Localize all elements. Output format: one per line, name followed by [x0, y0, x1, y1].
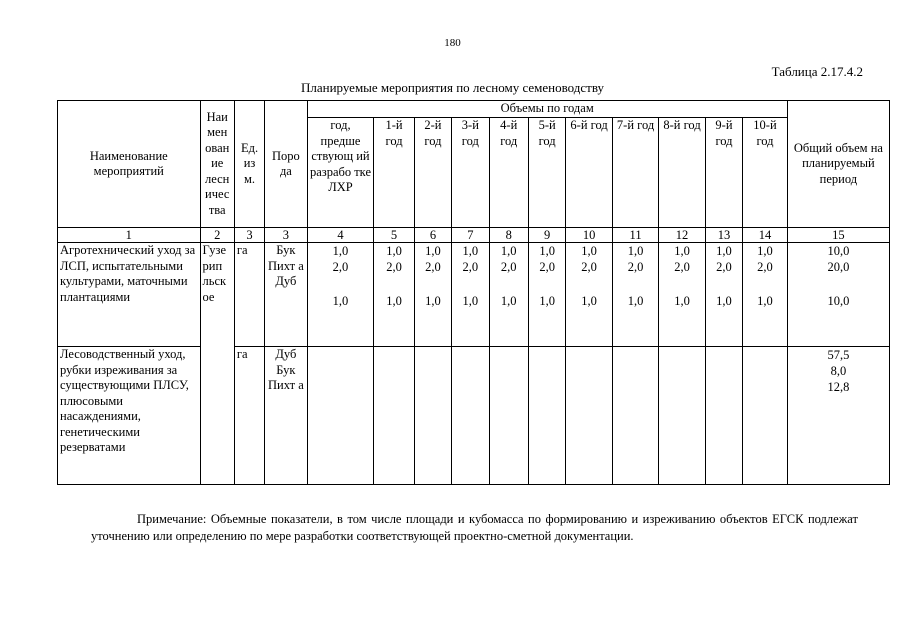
row-total: 57,5 8,0 12,8: [787, 347, 889, 485]
header-total: Общий объем на планируемый период: [787, 101, 889, 228]
column-number: 3: [234, 228, 264, 243]
row-unit: га: [234, 347, 264, 485]
column-number: 15: [787, 228, 889, 243]
row-year-8: 1,0 2,0 1,0: [659, 243, 705, 347]
table-number: Таблица 2.17.4.2: [771, 64, 863, 79]
row-unit: га: [234, 243, 264, 347]
column-number: 12: [659, 228, 705, 243]
column-number: 10: [566, 228, 612, 243]
header-year-2: 2-й год: [414, 118, 451, 228]
header-row-group: [58, 101, 890, 118]
column-number: 9: [528, 228, 565, 243]
row-activity-name: Лесоводственный уход, рубки изреживания за существующими ПЛСУ, плюсовыми насаждениями, генетическими резерватами: [58, 347, 201, 485]
table-row: [58, 347, 890, 485]
header-species: Поро да: [265, 101, 307, 228]
column-number: 5: [374, 228, 414, 243]
row-year-10: 1,0 2,0 1,0: [743, 243, 788, 347]
column-number: 3: [265, 228, 307, 243]
row-year-prev: 1,0 2,0 1,0: [307, 243, 374, 347]
row-year-3: 1,0 2,0 1,0: [452, 243, 489, 347]
row-year-4: [489, 347, 528, 485]
activities-table: [57, 100, 890, 485]
row-year-9: [705, 347, 742, 485]
column-number: 13: [705, 228, 742, 243]
column-number: 11: [612, 228, 658, 243]
column-number: 7: [452, 228, 489, 243]
row-species: Дуб Бук Пихт а: [265, 347, 307, 485]
column-number: 1: [58, 228, 201, 243]
row-species: Бук Пихт а Дуб: [265, 243, 307, 347]
header-year-4: 4-й год: [489, 118, 528, 228]
page-number: 180: [444, 37, 461, 49]
header-unit: Ед. из м.: [234, 101, 264, 228]
column-number: 14: [743, 228, 788, 243]
row-year-7: [612, 347, 658, 485]
row-year-8: [659, 347, 705, 485]
header-year-7: 7-й год: [612, 118, 658, 228]
column-number: 2: [200, 228, 234, 243]
header-object: Наи мен ован ие лесн ичес тва: [200, 101, 234, 228]
column-number: 6: [414, 228, 451, 243]
row-year-4: 1,0 2,0 1,0: [489, 243, 528, 347]
header-year-prev: год, предше ствующ ий разрабо тке ЛХР: [307, 118, 374, 228]
header-year-9: 9-й год: [705, 118, 742, 228]
row-year-3: [452, 347, 489, 485]
header-years-group: Объемы по годам: [307, 101, 787, 118]
row-year-2: 1,0 2,0 1,0: [414, 243, 451, 347]
row-year-5: [528, 347, 565, 485]
column-numbers-row: [58, 228, 890, 243]
column-number: 8: [489, 228, 528, 243]
row-total: 10,0 20,0 10,0: [787, 243, 889, 347]
table-caption: Планируемые мероприятия по лесному семеноводству: [300, 80, 605, 95]
row-activity-name: Агротехнический уход за ЛСП, испытательными культурами, маточными плантациями: [58, 243, 201, 347]
header-year-5: 5-й год: [528, 118, 565, 228]
row-year-6: 1,0 2,0 1,0: [566, 243, 612, 347]
header-year-10: 10-й год: [743, 118, 788, 228]
header-name: Наименование мероприятий: [58, 101, 201, 228]
row-year-1: [374, 347, 414, 485]
row-year-2: [414, 347, 451, 485]
row-year-1: 1,0 2,0 1,0: [374, 243, 414, 347]
row-year-6: [566, 347, 612, 485]
table-note: Примечание: Объемные показатели, в том числе площади и кубомасса по формированию и изреживанию объектов ЕГСК подлежат уточнению или определению по мере разработки соответствующей проектно-сметной документации.: [91, 512, 858, 543]
row-year-10: [743, 347, 788, 485]
row-year-5: 1,0 2,0 1,0: [528, 243, 565, 347]
table-row: [58, 243, 890, 347]
header-year-3: 3-й год: [452, 118, 489, 228]
header-year-8: 8-й год: [659, 118, 705, 228]
row-year-9: 1,0 2,0 1,0: [705, 243, 742, 347]
column-number: 4: [307, 228, 374, 243]
header-year-6: 6-й год: [566, 118, 612, 228]
row-object: Гузе рип льск ое: [200, 243, 234, 485]
header-year-1: 1-й год: [374, 118, 414, 228]
row-year-7: 1,0 2,0 1,0: [612, 243, 658, 347]
row-year-prev: [307, 347, 374, 485]
